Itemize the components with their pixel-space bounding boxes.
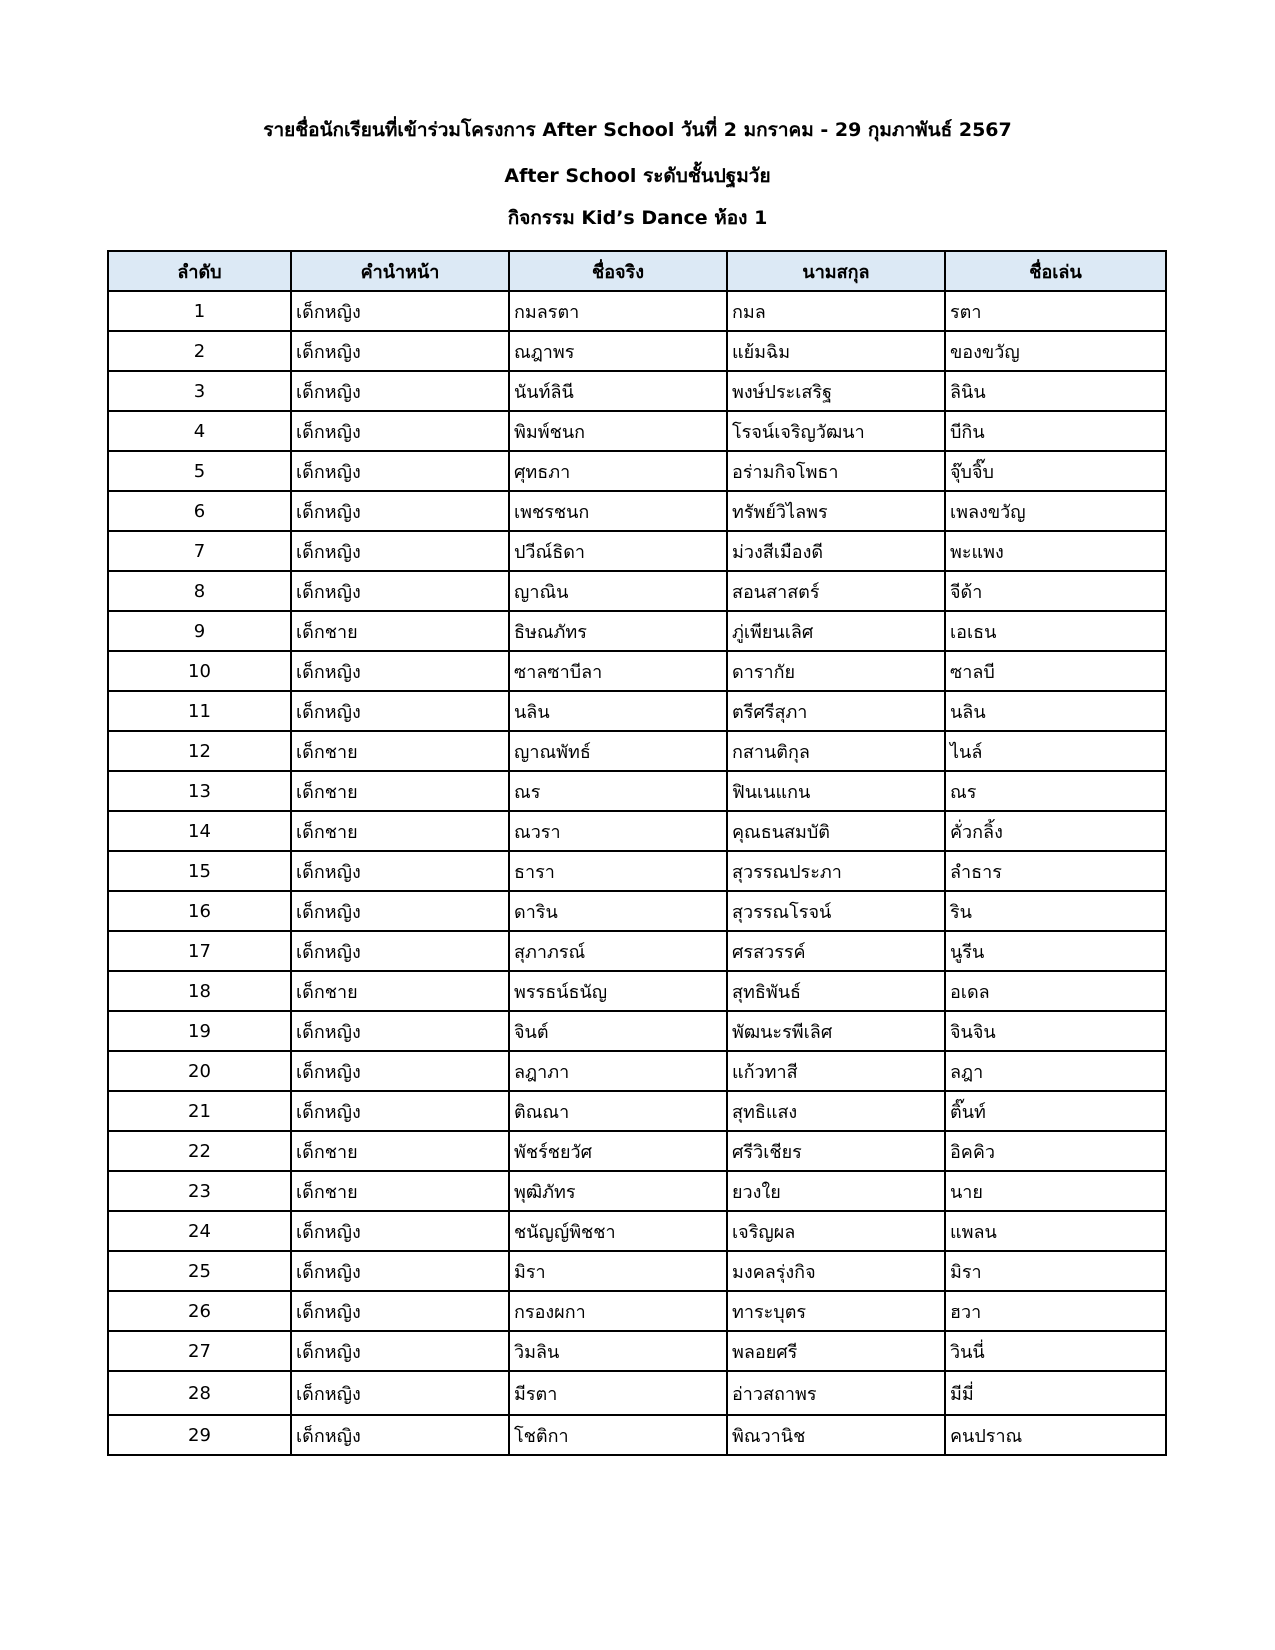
cell-first-name: นลิน [509, 691, 727, 731]
cell-last-name: ตรีศรีสุภา [727, 691, 945, 731]
cell-nickname: วินนี่ [945, 1331, 1166, 1371]
cell-prefix: เด็กหญิง [291, 691, 509, 731]
cell-prefix: เด็กหญิง [291, 931, 509, 971]
cell-nickname: คั่วกลิ้ง [945, 811, 1166, 851]
document-subtitle: After School ระดับชั้นปฐมวัย [504, 165, 771, 187]
student-roster-table [107, 250, 1167, 1456]
table-row [108, 731, 1166, 771]
cell-no: 6 [108, 491, 291, 531]
cell-no: 16 [108, 891, 291, 931]
table-row [108, 1211, 1166, 1251]
cell-prefix: เด็กหญิง [291, 451, 509, 491]
cell-nickname: ซาลบี [945, 651, 1166, 691]
cell-last-name: ม่วงสีเมืองดี [727, 531, 945, 571]
cell-no: 9 [108, 611, 291, 651]
cell-prefix: เด็กหญิง [291, 1011, 509, 1051]
cell-last-name: กมล [727, 291, 945, 331]
cell-first-name: สุภาภรณ์ [509, 931, 727, 971]
table-row [108, 1415, 1166, 1455]
cell-no: 29 [108, 1415, 291, 1455]
cell-prefix: เด็กหญิง [291, 1251, 509, 1291]
cell-first-name: พัชร์ชยวัศ [509, 1131, 727, 1171]
cell-nickname: ฮวา [945, 1291, 1166, 1331]
cell-no: 18 [108, 971, 291, 1011]
cell-prefix: เด็กหญิง [291, 291, 509, 331]
cell-no: 8 [108, 571, 291, 611]
cell-no: 4 [108, 411, 291, 451]
cell-no: 28 [108, 1371, 291, 1415]
cell-nickname: ไนล์ [945, 731, 1166, 771]
cell-first-name: มิรา [509, 1251, 727, 1291]
table-row [108, 531, 1166, 571]
cell-no: 27 [108, 1331, 291, 1371]
cell-prefix: เด็กหญิง [291, 571, 509, 611]
header-no: ลำดับ [108, 251, 291, 291]
cell-prefix: เด็กหญิง [291, 531, 509, 571]
cell-nickname: ลำธาร [945, 851, 1166, 891]
cell-no: 13 [108, 771, 291, 811]
table-row [108, 691, 1166, 731]
table-row [108, 891, 1166, 931]
cell-first-name: ญาณพัทธ์ [509, 731, 727, 771]
table-row [108, 1051, 1166, 1091]
cell-first-name: ธิษณภัทร [509, 611, 727, 651]
table-row [108, 1331, 1166, 1371]
cell-nickname: ณร [945, 771, 1166, 811]
cell-prefix: เด็กหญิง [291, 891, 509, 931]
cell-last-name: ยวงใย [727, 1171, 945, 1211]
cell-first-name: วิมลิน [509, 1331, 727, 1371]
cell-nickname: เพลงขวัญ [945, 491, 1166, 531]
table-row [108, 1291, 1166, 1331]
cell-last-name: แก้วทาสี [727, 1051, 945, 1091]
cell-nickname: นลิน [945, 691, 1166, 731]
cell-no: 20 [108, 1051, 291, 1091]
cell-nickname: ของขวัญ [945, 331, 1166, 371]
cell-first-name: ชนัญญ์พิชชา [509, 1211, 727, 1251]
cell-prefix: เด็กชาย [291, 1171, 509, 1211]
cell-last-name: ศรสวรรค์ [727, 931, 945, 971]
cell-no: 7 [108, 531, 291, 571]
table-row [108, 1171, 1166, 1211]
cell-last-name: อ่าวสถาพร [727, 1371, 945, 1415]
cell-last-name: เจริญผล [727, 1211, 945, 1251]
cell-prefix: เด็กหญิง [291, 1371, 509, 1415]
cell-nickname: อเดล [945, 971, 1166, 1011]
header-prefix: คำนำหน้า [291, 251, 509, 291]
cell-last-name: ทาระบุตร [727, 1291, 945, 1331]
cell-no: 22 [108, 1131, 291, 1171]
cell-first-name: ณวรา [509, 811, 727, 851]
cell-last-name: พงษ์ประเสริฐ [727, 371, 945, 411]
cell-no: 26 [108, 1291, 291, 1331]
cell-nickname: มิรา [945, 1251, 1166, 1291]
cell-first-name: ติณณา [509, 1091, 727, 1131]
activity-title: กิจกรรม Kid’s Dance ห้อง 1 [507, 207, 768, 229]
cell-last-name: แย้มฉิม [727, 331, 945, 371]
cell-prefix: เด็กหญิง [291, 1415, 509, 1455]
cell-last-name: สุวรรณโรจน์ [727, 891, 945, 931]
cell-nickname: ติ๊นท์ [945, 1091, 1166, 1131]
cell-first-name: จินต์ [509, 1011, 727, 1051]
cell-last-name: กสานติกุล [727, 731, 945, 771]
table-row [108, 651, 1166, 691]
cell-nickname: คนปราณ [945, 1415, 1166, 1455]
cell-nickname: ริน [945, 891, 1166, 931]
cell-prefix: เด็กหญิง [291, 651, 509, 691]
cell-first-name: มีรตา [509, 1371, 727, 1415]
cell-prefix: เด็กหญิง [291, 1211, 509, 1251]
cell-first-name: โชติกา [509, 1415, 727, 1455]
cell-first-name: ลฎาภา [509, 1051, 727, 1091]
table-row [108, 1251, 1166, 1291]
table-row [108, 1011, 1166, 1051]
cell-no: 3 [108, 371, 291, 411]
cell-first-name: ธารา [509, 851, 727, 891]
cell-nickname: ลินิน [945, 371, 1166, 411]
cell-first-name: กมลรตา [509, 291, 727, 331]
cell-prefix: เด็กชาย [291, 731, 509, 771]
cell-prefix: เด็กหญิง [291, 1091, 509, 1131]
cell-nickname: จุ๊บจิ๊บ [945, 451, 1166, 491]
cell-no: 12 [108, 731, 291, 771]
cell-no: 19 [108, 1011, 291, 1051]
cell-nickname: รตา [945, 291, 1166, 331]
header-last-name: นามสกุล [727, 251, 945, 291]
table-row [108, 1131, 1166, 1171]
cell-last-name: คุณธนสมบัติ [727, 811, 945, 851]
cell-first-name: ศุทธภา [509, 451, 727, 491]
cell-no: 5 [108, 451, 291, 491]
cell-first-name: นันท์ลินี [509, 371, 727, 411]
cell-last-name: โรจน์เจริญวัฒนา [727, 411, 945, 451]
cell-prefix: เด็กหญิง [291, 851, 509, 891]
cell-prefix: เด็กหญิง [291, 371, 509, 411]
cell-last-name: สอนสาสตร์ [727, 571, 945, 611]
cell-first-name: ณร [509, 771, 727, 811]
cell-nickname: มีมี่ [945, 1371, 1166, 1415]
cell-nickname: นูรีน [945, 931, 1166, 971]
cell-prefix: เด็กหญิง [291, 491, 509, 531]
cell-nickname: แพลน [945, 1211, 1166, 1251]
cell-no: 2 [108, 331, 291, 371]
cell-first-name: เพชรชนก [509, 491, 727, 531]
cell-nickname: จินจิน [945, 1011, 1166, 1051]
cell-last-name: พัฒนะรพีเลิศ [727, 1011, 945, 1051]
cell-last-name: มงคลรุ่งกิจ [727, 1251, 945, 1291]
cell-no: 10 [108, 651, 291, 691]
cell-first-name: ณฎาพร [509, 331, 727, 371]
cell-last-name: สุทธิแสง [727, 1091, 945, 1131]
cell-last-name: สุวรรณประภา [727, 851, 945, 891]
document-title: รายชื่อนักเรียนที่เข้าร่วมโครงการ After School วันที่ 2 มกราคม - 29 กุมภาพันธ์ 2567 [263, 119, 1012, 141]
cell-nickname: บีกิน [945, 411, 1166, 451]
cell-prefix: เด็กหญิง [291, 411, 509, 451]
table-row [108, 331, 1166, 371]
table-row [108, 611, 1166, 651]
cell-no: 24 [108, 1211, 291, 1251]
table-row [108, 1091, 1166, 1131]
cell-first-name: พิมพ์ชนก [509, 411, 727, 451]
cell-last-name: ทรัพย์วิไลพร [727, 491, 945, 531]
table-row [108, 491, 1166, 531]
cell-first-name: ดาริน [509, 891, 727, 931]
table-row [108, 291, 1166, 331]
cell-first-name: กรองผกา [509, 1291, 727, 1331]
table-row [108, 1371, 1166, 1415]
cell-first-name: พรรธน์ธนัญ [509, 971, 727, 1011]
cell-prefix: เด็กชาย [291, 611, 509, 651]
cell-no: 23 [108, 1171, 291, 1211]
cell-nickname: จีด้า [945, 571, 1166, 611]
cell-last-name: พิณวานิช [727, 1415, 945, 1455]
table-row [108, 931, 1166, 971]
table-row [108, 451, 1166, 491]
cell-first-name: ซาลซาบีลา [509, 651, 727, 691]
table-body [108, 291, 1166, 1455]
cell-no: 21 [108, 1091, 291, 1131]
cell-prefix: เด็กชาย [291, 771, 509, 811]
header-first-name: ชื่อจริง [509, 251, 727, 291]
table-row [108, 571, 1166, 611]
cell-first-name: ปวีณ์ธิดา [509, 531, 727, 571]
cell-no: 15 [108, 851, 291, 891]
cell-no: 11 [108, 691, 291, 731]
table-row [108, 851, 1166, 891]
table-row [108, 811, 1166, 851]
cell-last-name: ฟินเนแกน [727, 771, 945, 811]
cell-last-name: พลอยศรี [727, 1331, 945, 1371]
cell-last-name: อร่ามกิจโพธา [727, 451, 945, 491]
cell-prefix: เด็กชาย [291, 811, 509, 851]
cell-first-name: ญาณิน [509, 571, 727, 611]
table-row [108, 771, 1166, 811]
cell-prefix: เด็กหญิง [291, 331, 509, 371]
cell-no: 25 [108, 1251, 291, 1291]
cell-last-name: สุทธิพันธ์ [727, 971, 945, 1011]
cell-last-name: ดารากัย [727, 651, 945, 691]
table-row [108, 971, 1166, 1011]
cell-prefix: เด็กหญิง [291, 1051, 509, 1091]
table-header-row [108, 251, 1166, 291]
cell-prefix: เด็กชาย [291, 1131, 509, 1171]
cell-no: 1 [108, 291, 291, 331]
cell-nickname: เอเธน [945, 611, 1166, 651]
cell-first-name: พุฒิภัทร [509, 1171, 727, 1211]
cell-nickname: นาย [945, 1171, 1166, 1211]
cell-no: 17 [108, 931, 291, 971]
cell-prefix: เด็กชาย [291, 971, 509, 1011]
cell-nickname: ลฎา [945, 1051, 1166, 1091]
table-row [108, 371, 1166, 411]
table-row [108, 411, 1166, 451]
cell-nickname: อิคคิว [945, 1131, 1166, 1171]
cell-last-name: ศรีวิเชียร [727, 1131, 945, 1171]
cell-nickname: พะแพง [945, 531, 1166, 571]
header-nickname: ชื่อเล่น [945, 251, 1166, 291]
cell-last-name: ภู่เพียนเลิศ [727, 611, 945, 651]
cell-no: 14 [108, 811, 291, 851]
cell-prefix: เด็กหญิง [291, 1291, 509, 1331]
cell-prefix: เด็กหญิง [291, 1331, 509, 1371]
